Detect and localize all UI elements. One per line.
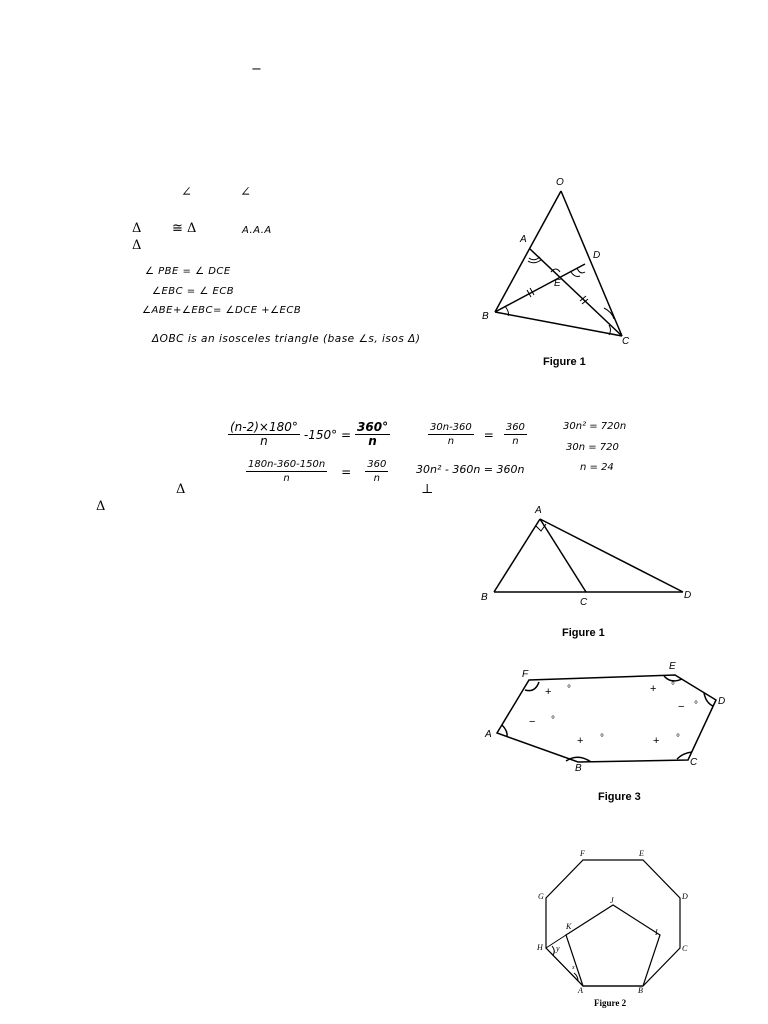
fraction-numerator: 360 [505,422,525,433]
fraction-numerator: 30n-360 [430,422,472,433]
point-label-D: D [682,892,688,901]
point-label-A: A [520,234,527,245]
angle-mark-minus: − [678,701,685,713]
fraction-numerator: 360° [357,420,389,434]
point-label-E: E [669,661,676,672]
figure-caption: Figure 3 [598,791,641,803]
angle-mark-plus: + [650,683,657,695]
figure-caption: Figure 1 [562,627,605,639]
point-label-F: F [580,849,585,858]
point-label-B: B [481,592,488,603]
equation-6: 30n = 720 [566,442,619,453]
point-label-A: A [485,729,492,740]
point-label-A: A [535,505,542,516]
angle-mark-plus: + [577,735,584,747]
delta-symbol: Δ [132,238,142,253]
delta-symbol: Δ [96,499,106,514]
segment-HA [546,948,583,986]
point-label-F: F [522,669,529,680]
top-dash: − [251,62,262,77]
degree-mark: ° [551,715,555,726]
angle-mark-plus: + [545,686,552,698]
fraction-denominator: n [283,473,290,484]
fraction-denominator: n [373,473,380,484]
point-label-C: C [622,336,630,347]
angle-mark-plus: + [653,735,660,747]
proof-line-1: ∠ PBE = ∠ DCE [145,266,231,277]
congruence-reason: A.A.A [242,225,272,236]
point-label-O: O [556,177,564,188]
point-label-B: B [482,311,489,322]
fraction-numerator: (n-2)×180° [230,420,298,434]
delta-symbol: Δ [176,482,186,497]
point-label-J: J [610,896,614,905]
angle-symbol: ∠ [181,185,192,200]
perpendicular-symbol: ⊥ [421,482,434,497]
equals-sign: = [341,464,352,479]
equation-4: 30n² - 360n = 360n [416,463,525,476]
equation-1-middle: -150° = [303,427,352,442]
fraction-denominator: n [447,436,455,447]
degree-mark: ° [694,700,698,711]
fraction-numerator: 360 [367,459,387,470]
fraction-denominator: n [260,434,268,448]
proof-line-3: ∠ABE+∠EBC= ∠DCE +∠ECB [142,305,302,316]
point-label-C: C [580,597,588,608]
point-label-G: G [538,892,544,901]
point-label-E: E [639,849,644,858]
fraction-denominator: n [512,436,519,447]
degree-mark: ° [671,681,675,692]
degree-mark: ° [567,684,571,695]
proof-line-2: ∠EBC = ∠ ECB [152,286,235,297]
point-label-I: I [655,928,658,937]
equation-5: 30n² = 720n [563,421,627,432]
point-label-K: K [566,922,572,931]
proof-conclusion: ΔOBC is an isosceles triangle (base ∠s, isos Δ) [152,333,421,345]
point-label-B: B [575,763,582,774]
angle-label-x: x [572,965,575,971]
equation-7: n = 24 [580,462,614,473]
congruent-symbol: ≅ Δ [172,221,197,236]
figure-caption: Figure 1 [543,356,586,368]
angle-symbol: ∠ [240,185,251,200]
angle-arc-y [552,946,554,955]
point-label-A: A [578,986,583,995]
point-label-E: E [554,278,561,289]
point-label-D: D [593,250,601,261]
point-label-C: C [682,944,688,953]
fraction-denominator: n [368,434,377,448]
equals-sign: = [483,427,494,442]
delta-symbol: Δ [132,221,142,236]
pentagon-ABIJK [566,905,660,986]
point-label-C: C [690,757,698,768]
angle-label-y: y [556,944,560,953]
degree-mark: ° [676,733,680,744]
angle-mark-minus: − [529,716,536,728]
point-label-D: D [684,590,692,601]
point-label-H: H [537,943,543,952]
degree-mark: ° [600,733,604,744]
point-label-B: B [638,986,643,995]
fraction-numerator: 180n-360-150n [248,459,326,470]
figure-caption: Figure 2 [594,998,627,1008]
point-label-D: D [718,696,726,707]
